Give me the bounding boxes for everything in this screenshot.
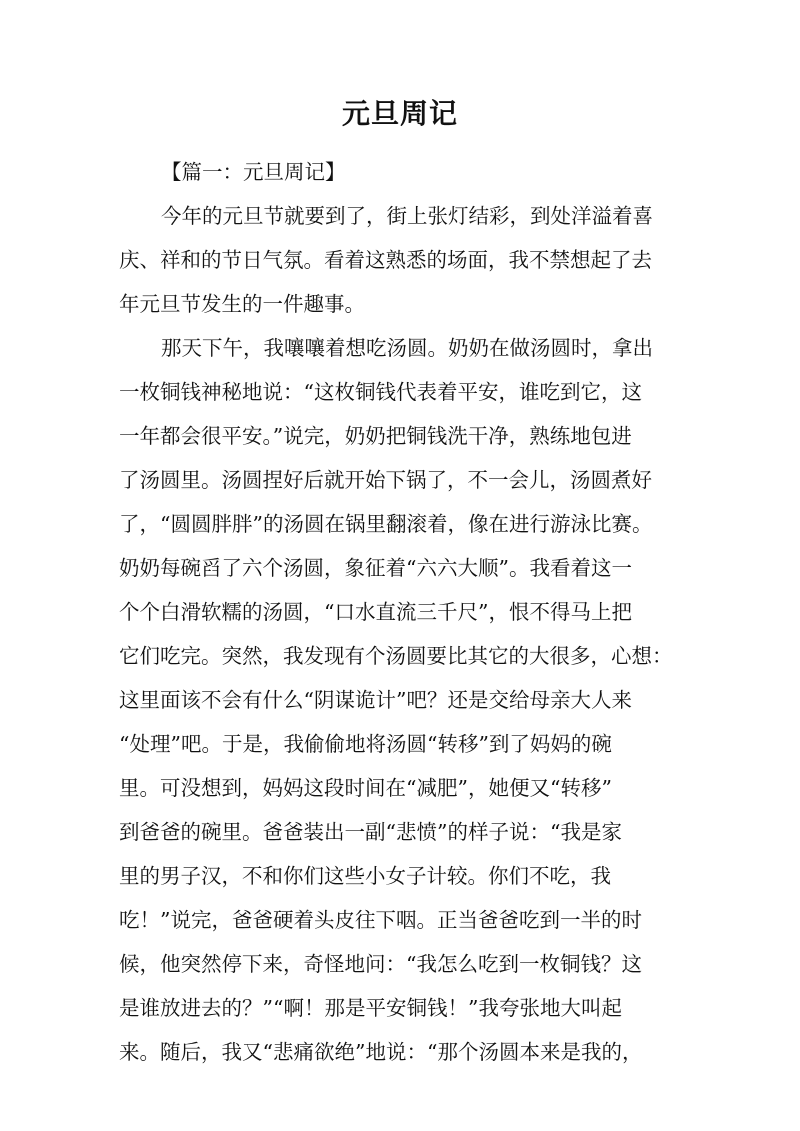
paragraph-line: 候，他突然停下来，奇怪地问：“我怎么吃到一枚铜钱？这 — [119, 952, 642, 976]
paragraph-line: 它们吃完。突然，我发现有个汤圆要比其它的大很多，心想： — [119, 644, 673, 668]
paragraph-line: 是谁放进去的？”“啊！那是平安铜钱！”我夸张地大叫起 — [119, 996, 622, 1020]
paragraph-line: 这里面该不会有什么“阴谋诡计”吧？还是交给母亲大人来 — [119, 688, 632, 712]
paragraph-line: 今年的元旦节就要到了，街上张灯结彩，到处洋溢着喜 — [161, 204, 653, 228]
paragraph-line: 里。可没想到，妈妈这段时间在“减肥”，她便又“转移” — [119, 776, 612, 800]
paragraph-line: 里的男子汉，不和你们这些小女子计较。你们不吃，我 — [119, 864, 611, 888]
paragraph-line: 一枚铜钱神秘地说：“这枚铜钱代表着平安，谁吃到它，这 — [119, 380, 642, 404]
paragraph-line: 了汤圆里。汤圆捏好后就开始下锅了，不一会儿，汤圆煮好 — [119, 468, 652, 492]
paragraph-line: 到爸爸的碗里。爸爸装出一副“悲愤”的样子说：“我是家 — [119, 820, 622, 844]
paragraph-line: “处理”吧。于是，我偷偷地将汤圆“转移”到了妈妈的碗 — [119, 732, 612, 756]
paragraph-line: 了，“圆圆胖胖”的汤圆在锅里翻滚着，像在进行游泳比赛。 — [119, 512, 653, 536]
paragraph-line: 一年都会很平安。”说完，奶奶把铜钱洗干净，熟练地包进 — [119, 424, 632, 448]
paragraph-line: 吃！”说完，爸爸硬着头皮往下咽。正当爸爸吃到一半的时 — [119, 908, 642, 932]
document-title: 元旦周记 — [341, 97, 458, 130]
paragraph-line: 年元旦节发生的一件趣事。 — [119, 292, 365, 316]
paragraph-line: 庆、祥和的节日气氛。看着这熟悉的场面，我不禁想起了去 — [119, 248, 652, 272]
document-body — [119, 150, 681, 1074]
paragraph-line: 来。随后，我又“悲痛欲绝”地说：“那个汤圆本来是我的， — [119, 1040, 643, 1064]
paragraph-line: 个个白滑软糯的汤圆，“口水直流三千尺”，恨不得马上把 — [119, 600, 632, 624]
paragraph-line: 那天下午，我嚷嚷着想吃汤圆。奶奶在做汤圆时，拿出 — [161, 336, 653, 360]
paragraph-line: 奶奶每碗舀了六个汤圆，象征着“六六大顺”。我看着这一 — [119, 556, 632, 580]
section-heading: 【篇一：元旦周记】 — [161, 160, 346, 184]
